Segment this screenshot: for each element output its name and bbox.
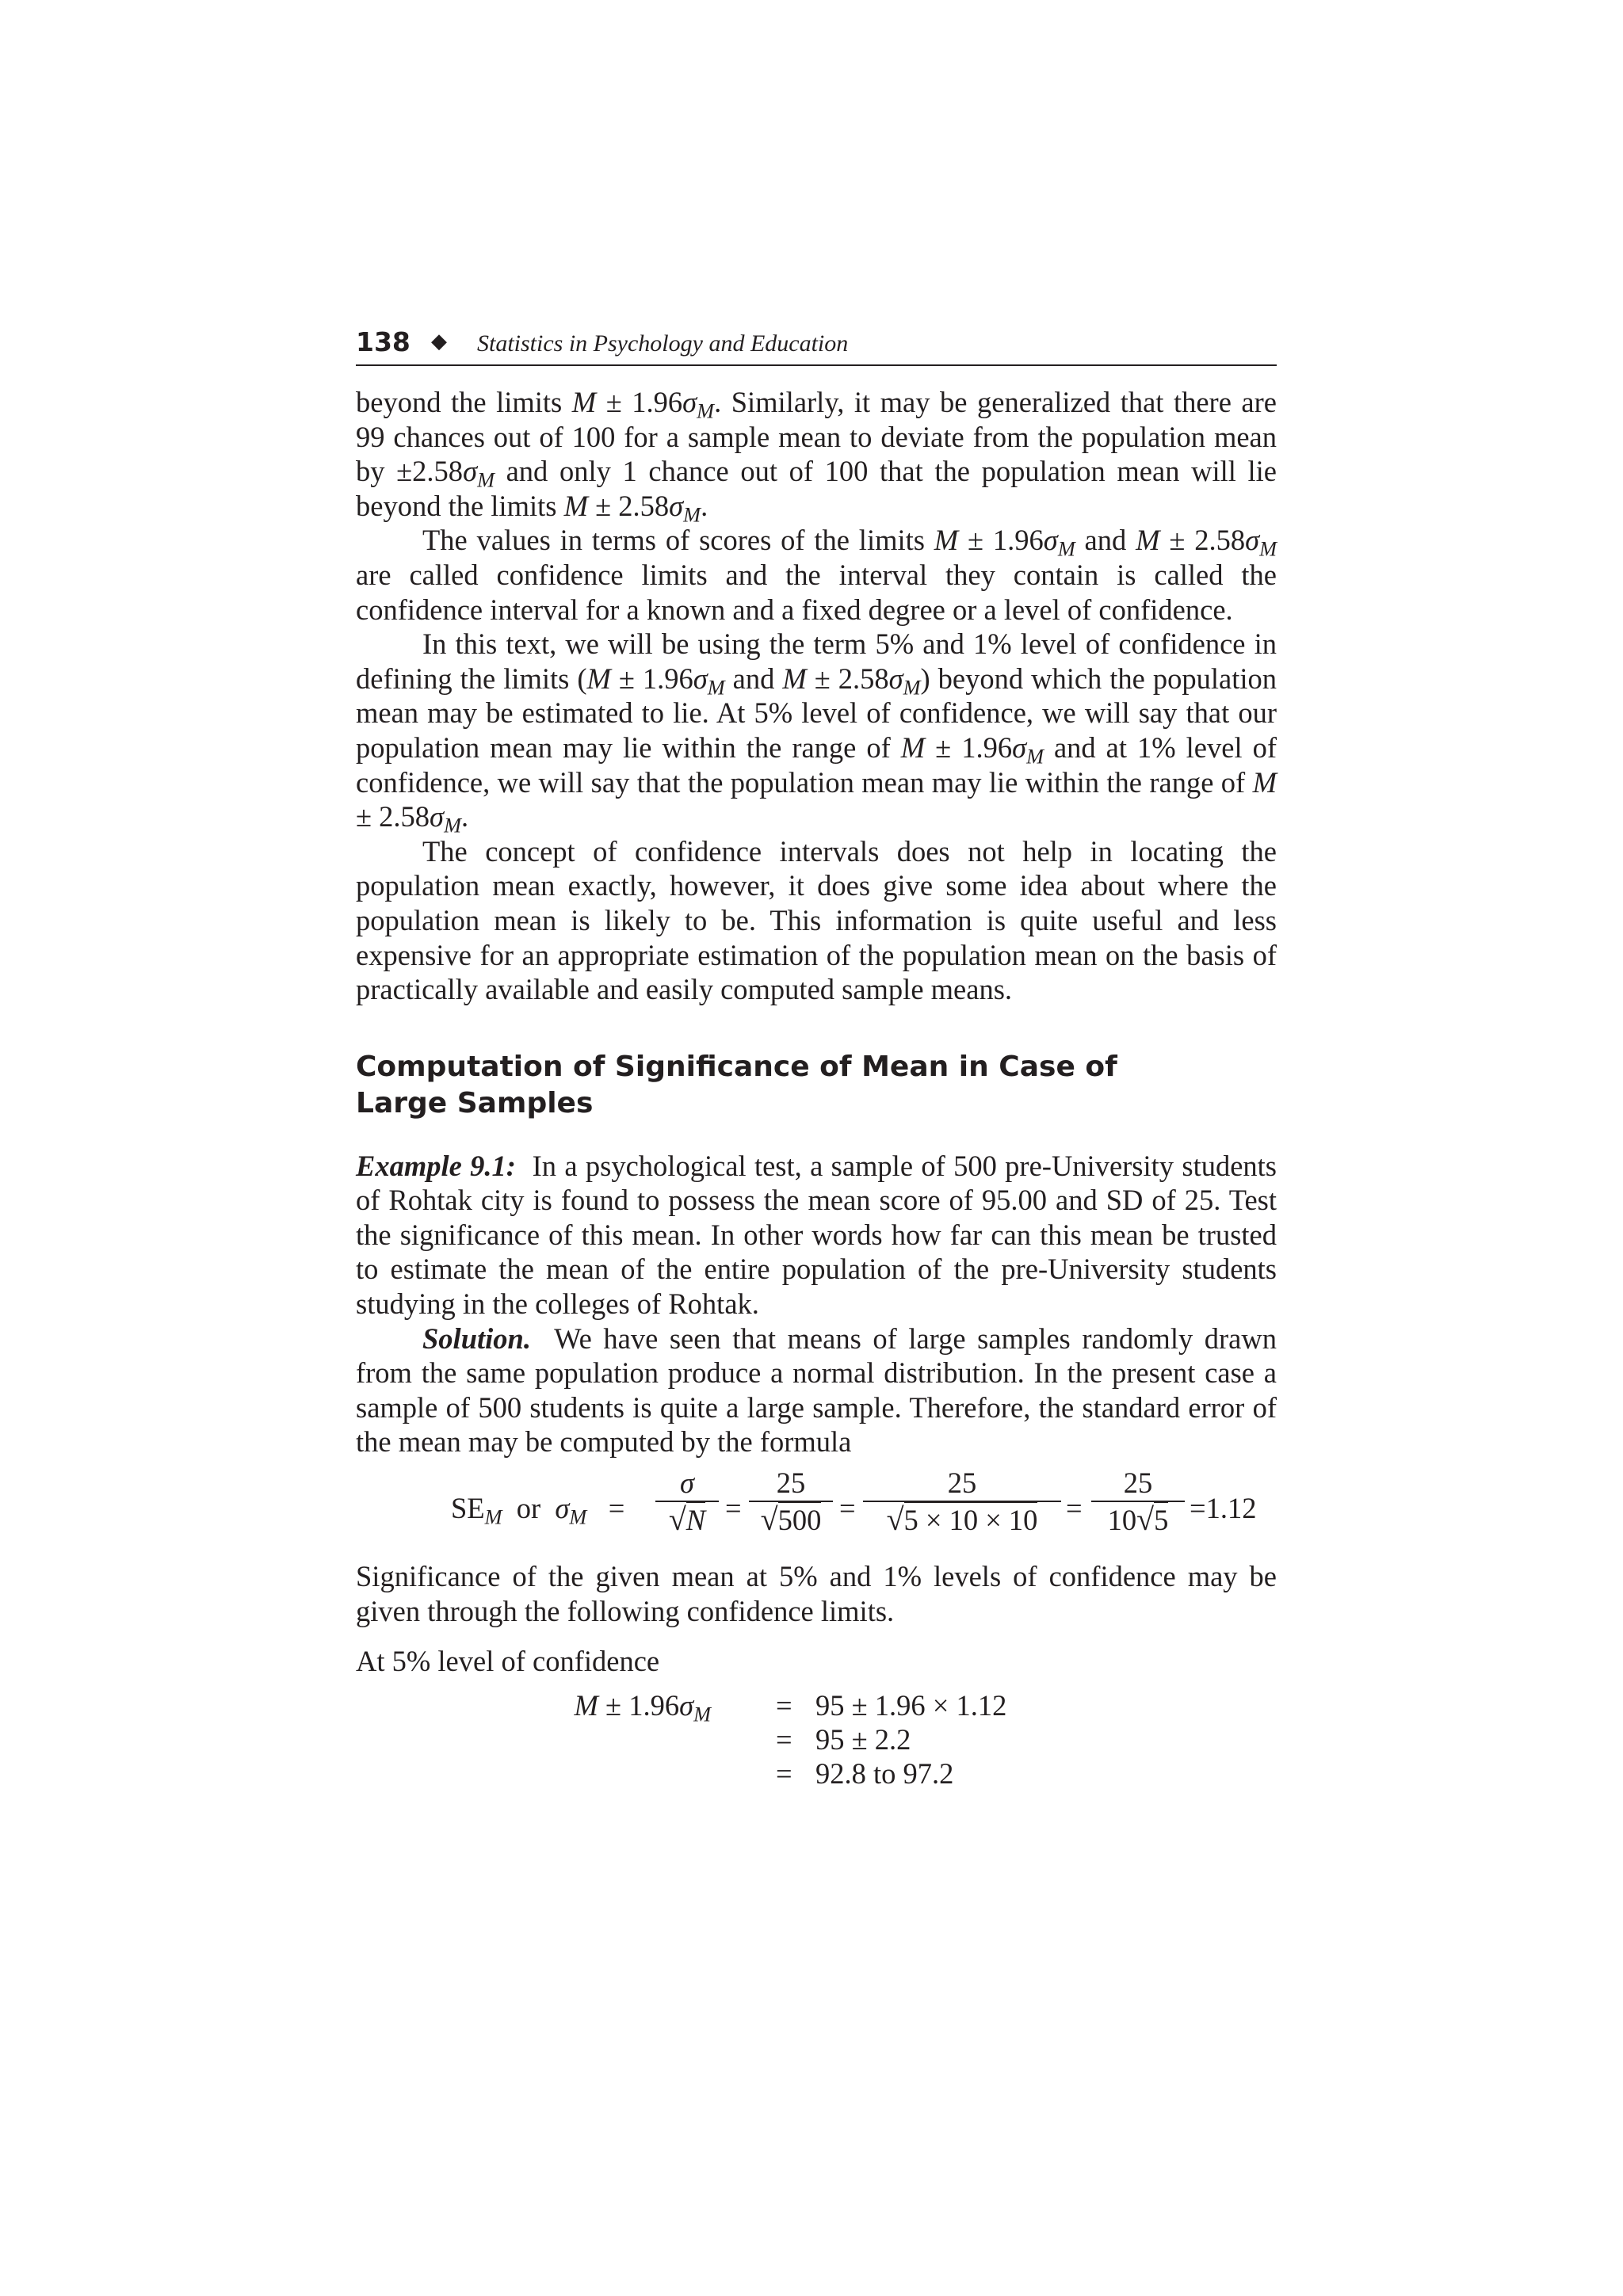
paragraph-1: beyond the limits $M \pm 1.96\sigma_M$. Similarly, it may be generalized that there are 99 chances out of 100 for a sample mean to deviate from the population mean by $\pm 2.58\sigma_M$ and only 1 chance out of 100 that the population mean will lie beyond the limits $M \pm 2.58\sigma_M$.: [356, 386, 1277, 527]
section-heading: Computation of Significance of Mean in Case of Large Samples: [356, 1050, 1117, 1119]
fraction-25-over-root-500: 25 √500: [749, 1467, 833, 1538]
fraction-25-over-10-root-5: 25 10√5: [1091, 1467, 1185, 1538]
calc-row-1: $M \pm 1.96\sigma_M$ = 95 ± 1.96 × 1.12: [574, 1688, 1007, 1726]
book-title: Statistics in Psychology and Education: [477, 330, 849, 357]
standard-error-formula: $SE_M$ or $\sigma_M$ = σ √N = 25 √500 = 25 √5 × 10 × 10 = 25 10√5 =1.12: [451, 1466, 1257, 1538]
formula-result: =1.12: [1190, 1492, 1257, 1525]
confidence-limit-calculation: [356, 1688, 1277, 1799]
paragraph-6: At 5% level of confidence: [356, 1645, 660, 1678]
paragraph-4: The concept of confidence intervals does not help in locating the population mean exactly, however, it does give some idea about where the population mean is likely to be. This information is quite useful and less expensive for an appropriate estimation of the population mean on the basis of practically available and easily computed sample means.: [356, 834, 1277, 1006]
body-text: [356, 385, 1277, 1799]
example-9-1: Example 9.1: In a psychological test, a sample of 500 pre-University students of Rohtak city is found to possess the mean score of 95.00 and SD of 25. Test the significance of this mean. In other words how far can this mean be trusted to estimate the mean of the entire population of the pre-University students studying in the colleges of Rohtak.: [356, 1149, 1277, 1321]
fraction-sigma-over-root-n: σ √N: [655, 1467, 719, 1538]
paragraph-5: Significance of the given mean at 5% and 1% levels of confidence may be given through the following confidence limits.: [356, 1560, 1277, 1627]
diamond-icon: ◆: [431, 330, 447, 353]
solution-label: Solution.: [422, 1322, 531, 1355]
calc-lhs: $M \pm 1.96\sigma_M$: [574, 1688, 711, 1726]
solution-paragraph: Solution. We have seen that means of large samples randomly drawn from the same population produce a normal distribution. In the present case a sample of 500 students is quite a large sample. Therefore, the standard error of the mean may be computed by the formula: [356, 1322, 1277, 1459]
fraction-25-over-root-product: 25 √5 × 10 × 10: [863, 1467, 1061, 1538]
page-number: 138: [356, 326, 411, 357]
paragraph-2: The values in terms of scores of the limits $M \pm 1.96\sigma_M$ and $M \pm 2.58\sigma_M$ are called confidence limits and the interval they contain is called the confidence interval for a known and a fixed degree or a level of confidence.: [356, 524, 1277, 626]
calc-row-2: = 95 ± 2.2: [776, 1722, 911, 1756]
running-header: [356, 323, 1277, 366]
formula-lhs: $SE_M$ or $\sigma_M$ =: [451, 1492, 625, 1529]
calc-row-3: = 92.8 to 97.2: [776, 1756, 954, 1790]
paragraph-3: In this text, we will be using the term 5% and 1% level of confidence in defining the limits ($M \pm 1.96\sigma_M$ and $M \pm 2.58\sigma_M$) beyond which the population mean may be estimated to lie. At 5% level of confidence, we will say that our population mean may lie within the range of $M \pm 1.96\sigma_M$ and at 1% level of confidence, we will say that the population mean may lie within the range of $M \pm 2.58\sigma_M$.: [356, 627, 1277, 837]
example-label: Example 9.1:: [356, 1149, 516, 1182]
